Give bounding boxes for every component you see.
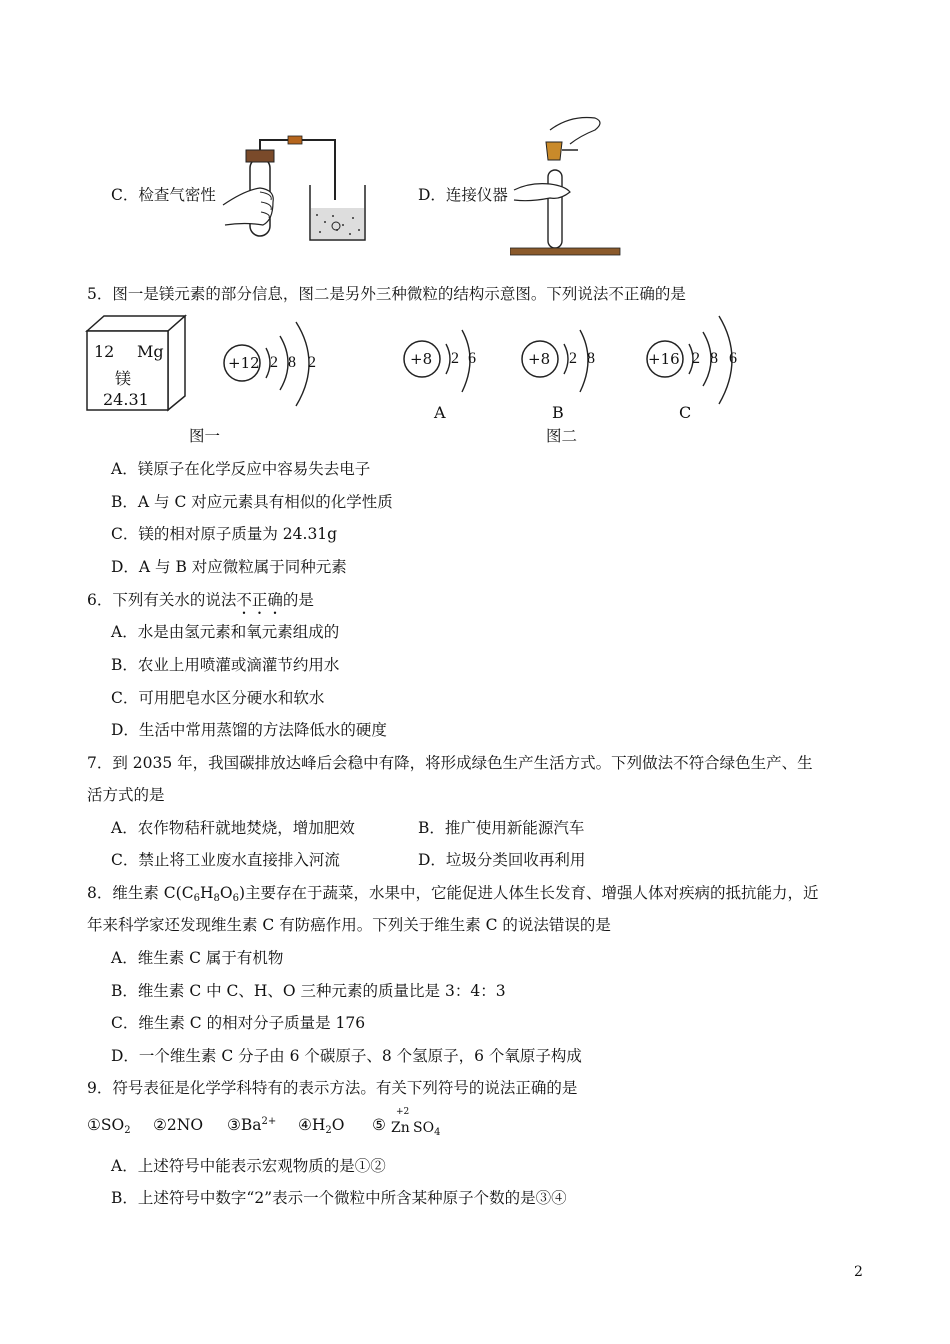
q8-option-a: A．维生素 C 属于有机物	[111, 949, 284, 967]
mg-shell-1: 2	[270, 354, 278, 371]
q9-s1-text: ①SO	[87, 1116, 125, 1134]
mg-atomic-number: 12	[94, 342, 115, 361]
mg-name: 镁	[115, 369, 132, 388]
particle-c-label: C	[679, 403, 692, 422]
q7-option-b: B．推广使用新能源汽车	[418, 819, 585, 837]
q9-symbol-5-charge: +2	[396, 1107, 410, 1117]
mg-atomic-mass: 24.31	[103, 390, 149, 409]
q9-option-b: B．上述符号中数字“2”表示一个微粒中所含某种原子个数的是③④	[111, 1189, 567, 1207]
q5-stem: 5．图一是镁元素的部分信息，图二是另外三种微粒的结构示意图。下列说法不正确的是	[87, 285, 686, 303]
q9-s3-text: ③Ba	[227, 1116, 262, 1134]
q8-stem-pre: 8．维生素 C(C	[87, 884, 194, 902]
q7-option-c: C．禁止将工业废水直接排入河流	[111, 851, 340, 869]
q8-sub-o: 6	[232, 893, 239, 904]
q9-s4-end: O	[331, 1116, 345, 1134]
q6-stem-emphasis: 不正确	[236, 591, 283, 609]
q9-s5-so-text: SO	[413, 1120, 435, 1136]
q9-s4-text: ④H	[298, 1116, 326, 1134]
q6-stem	[87, 588, 314, 618]
q9-symbol-5-so	[413, 1120, 440, 1138]
q5-option-b: B．A 与 C 对应元素具有相似的化学性质	[111, 493, 393, 511]
q8-sub-h: 8	[213, 893, 220, 904]
particle-c-nucleus: +16	[648, 350, 680, 368]
q6-stem-after: 的是	[282, 591, 314, 609]
q8-stem-line2: 年来科学家还发现维生素 C 有防癌作用。下列关于维生素 C 的说法错误的是	[87, 916, 611, 934]
particle-c-shell-3: 6	[729, 350, 737, 367]
q9-symbol-5-num: ⑤	[372, 1116, 386, 1134]
q9-symbol-5-zn: Zn	[391, 1120, 410, 1136]
particle-a-nucleus: +8	[410, 350, 433, 368]
q7-option-d: D．垃圾分类回收再利用	[418, 851, 586, 869]
q9-symbol-4	[298, 1116, 345, 1136]
airtightness-check-diagram	[215, 130, 375, 245]
particle-a-label: A	[434, 403, 446, 422]
q6-option-b: B．农业上用喷灌或滴灌节约用水	[111, 656, 340, 674]
q8-sub-c: 6	[193, 893, 200, 904]
q6-option-a: A．水是由氢元素和氧元素组成的	[111, 623, 340, 641]
q8-option-c: C．维生素 C 的相对分子质量是 176	[111, 1014, 366, 1032]
q7-stem-line2: 活方式的是	[87, 786, 165, 804]
q5-option-c: C．镁的相对原子质量为 24.31g	[111, 525, 338, 543]
q9-s5-sub: 4	[434, 1127, 441, 1138]
particle-b-nucleus: +8	[528, 350, 551, 368]
q8-option-d: D．一个维生素 C 分子由 6 个碳原子、8 个氢原子，6 个氧原子构成	[111, 1047, 582, 1065]
q6-stem-before: 6．下列有关水的说法	[87, 591, 237, 609]
particle-c-shell-1: 2	[692, 350, 700, 367]
q4-option-c: C．检查气密性	[111, 186, 216, 204]
q9-symbol-1	[87, 1116, 131, 1136]
figure-1-caption: 图一	[189, 427, 221, 445]
q8-stem-line1	[87, 881, 819, 904]
page-number: 2	[854, 1264, 863, 1280]
q4-option-d: D．连接仪器	[418, 186, 508, 204]
q5-option-d: D．A 与 B 对应微粒属于同种元素	[111, 558, 347, 576]
q8-stem-post: )主要存在于蔬菜，水果中，它能促进人体生长发育、增强人体对疾病的抵抗能力，近	[238, 884, 819, 902]
q5-option-a: A．镁原子在化学反应中容易失去电子	[111, 460, 371, 478]
particle-c-shell-2: 8	[710, 350, 718, 367]
particle-a-shell-1: 2	[451, 350, 459, 367]
q6-option-c: C．可用肥皂水区分硬水和软水	[111, 689, 325, 707]
particle-a-shell-2: 6	[468, 350, 476, 367]
q9-option-a: A．上述符号中能表示宏观物质的是①②	[111, 1157, 386, 1175]
connecting-apparatus-diagram	[510, 110, 630, 260]
q8-option-b: B．维生素 C 中 C、H、O 三种元素的质量比是 3：4：3	[111, 982, 506, 1000]
q9-s1-sub: 2	[124, 1125, 131, 1136]
q7-stem-line1: 7．到 2035 年，我国碳排放达峰后会稳中有降，将形成绿色生产生活方式。下列做法不符合绿色生产、生	[87, 754, 813, 772]
mg-shell-2: 8	[288, 354, 296, 371]
q6-option-d: D．生活中常用蒸馏的方法降低水的硬度	[111, 721, 387, 739]
mg-symbol: Mg	[137, 342, 164, 361]
particle-b-label: B	[552, 403, 564, 422]
particle-b-shell-2: 8	[587, 350, 595, 367]
q8-h: H	[199, 884, 214, 902]
q9-s4-sub: 2	[325, 1125, 332, 1136]
figure-2-caption: 图二	[546, 427, 578, 445]
q9-symbol-3	[227, 1116, 276, 1134]
particle-b-shell-1: 2	[569, 350, 577, 367]
mg-nucleus-charge: +12	[228, 354, 260, 372]
q9-stem: 9．符号表征是化学学科特有的表示方法。有关下列符号的说法正确的是	[87, 1079, 578, 1097]
q7-option-a: A．农作物秸秆就地焚烧，增加肥效	[111, 819, 355, 837]
q8-o: O	[219, 884, 233, 902]
q9-symbol-2: ②2NO	[153, 1116, 204, 1134]
mg-shell-3: 2	[308, 354, 316, 371]
q9-s3-sup: 2+	[261, 1116, 277, 1127]
